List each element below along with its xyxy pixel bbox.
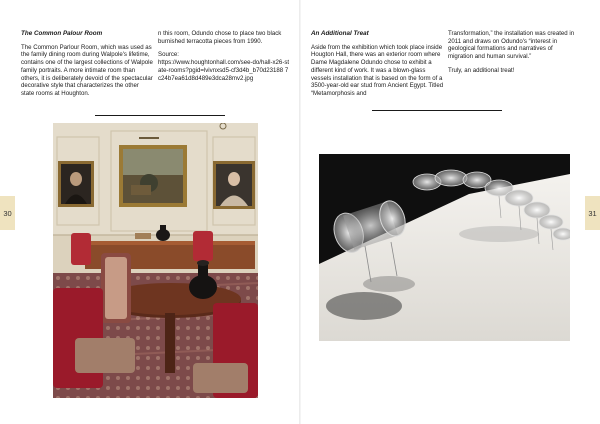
body-paragraph: Aside from the exhibition which took place inside Hougton Hall, there was an exterior room where Dame Magdalene Odundo chose to exhibit a different kind of work. It was a blown-glass vessels installation that is based on the form of a 3500-year-old ear stud from Ancient Egypt. Titled “Metamorphosis and (311, 43, 444, 97)
body-paragraph: n this room, Odundo chose to place two black burnished terracotta pieces from 1990. (158, 30, 282, 45)
right-column-2 (448, 30, 578, 81)
page-number-tab: 31 (585, 196, 600, 230)
divider-line (372, 110, 502, 111)
section-heading: The Common Palour Room (21, 30, 103, 37)
parlour-room-photo (53, 123, 258, 398)
right-column-1 (311, 30, 446, 104)
body-paragraph: The Common Parlour Room, which was used as the family dining room during Walpole's lifetime, contains one of the largest collections of Walpole family portraits. A more intimate room than others, it is deliberately devoid of the spectacular decorative style that characterizes the other state rooms at Houghton. (21, 43, 153, 97)
source-url: https://www.houghtonhall.com/see-do/hall-x26-state-rooms?pgid=lvivnxsd5-cf3d4b_b70d23188 7c24b7ea61d8d489e3dca28mv2.jpg (158, 59, 290, 82)
page-number-tab: 30 (0, 196, 15, 230)
glass-installation-photo (319, 154, 570, 341)
source-label: Source: (158, 51, 180, 59)
left-column-1 (21, 30, 153, 104)
closing-line: Truly, an additional treat! (448, 66, 515, 74)
body-paragraph: Transformation,” the installation was created in 2011 and draws on Odundo's “interest in geological formations and narratives of migration and human survival.” (448, 30, 575, 61)
divider-line (95, 115, 225, 116)
left-column-2 (158, 30, 290, 88)
page-gutter (299, 0, 301, 424)
section-heading: An Additional Treat (311, 30, 369, 37)
